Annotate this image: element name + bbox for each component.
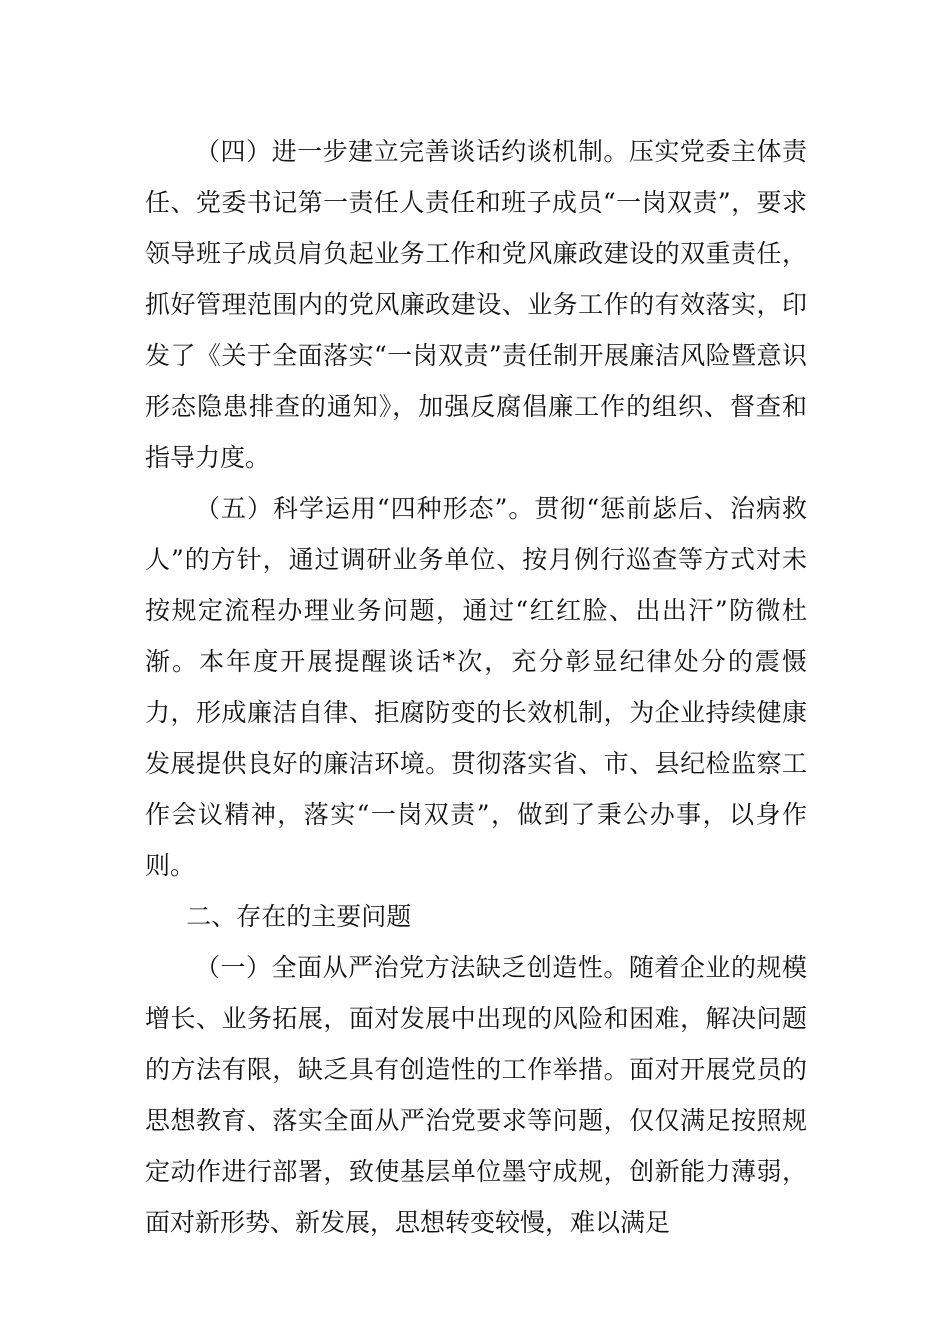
- section-heading-main-problems: 二、存在的主要问题: [186, 902, 412, 931]
- document-body: [145, 126, 807, 1248]
- paragraph-talk-mechanism: （四）进一步建立完善谈话约谈机制。压实党委主体责任、党委书记第一责任人责任和班子成员“一岗双责”，要求领导班子成员肩负起业务工作和党风廉政建设的双重责任，抓好管理范围内的党风廉政建设、业务工作的有效落实，印发了《关于全面落实“一岗双责”责任制开展廉洁风险暨意识形态隐患排查的通知》，加强反腐倡廉工作的组织、督查和指导力度。: [145, 137, 807, 472]
- paragraph-four-forms: （五）科学运用“四种形态”。贯彻“惩前毖后、治病救人”的方针，通过调研业务单位、按月例行巡查等方式对未按规定流程办理业务问题，通过“红红脸、出出汗”防微杜渐。本年度开展提醒谈话*次，充分彰显纪律处分的震慑力，形成廉洁自律、拒腐防变的长效机制，为企业持续健康发展提供良好的廉洁环境。贯彻落实省、市、县纪检监察工作会议精神，落实“一岗双责”，做到了秉公办事，以身作则。: [145, 494, 807, 880]
- paragraph-lack-of-creativity: （一）全面从严治党方法缺乏创造性。随着企业的规模增长、业务拓展，面对发展中出现的风险和困难，解决问题的方法有限，缺乏具有创造性的工作举措。面对开展党员的思想教育、落实全面从严治党要求等问题，仅仅满足按照规定动作进行部署，致使基层单位墨守成规，创新能力薄弱，面对新形势、新发展，思想转变较慢，难以满足: [145, 953, 807, 1237]
